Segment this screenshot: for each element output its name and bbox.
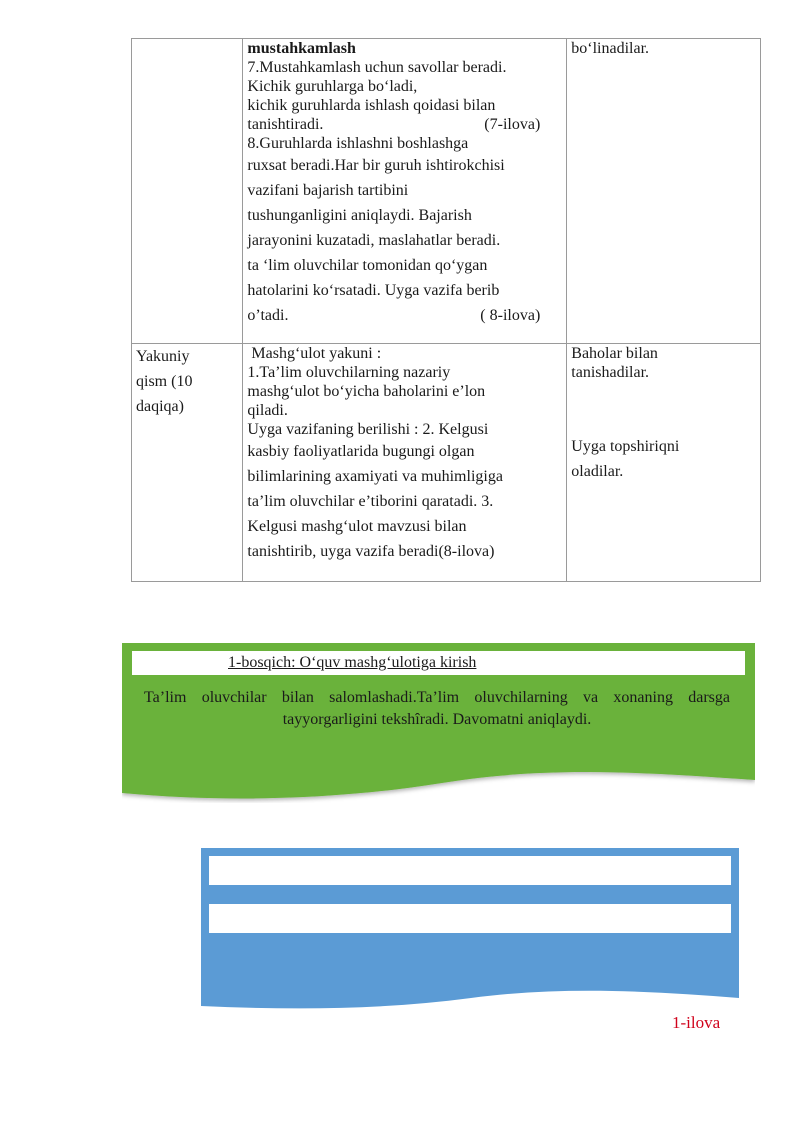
cell-line: tanishtirib, uyga vazifa beradi(8-ilova): [247, 543, 495, 560]
cell-line: oladilar.: [571, 463, 624, 480]
cell-line: tanishadilar.: [571, 364, 650, 381]
cell-line: ta’lim oluvchilar e’tiborini qaratadi. 3.: [247, 493, 494, 510]
appendix-label: 1-ilova: [672, 1013, 721, 1032]
cell-line: bo‘linadilar.: [571, 40, 650, 57]
cell-line: ta ‘lim oluvchilar tomonidan qo‘ygan: [247, 257, 488, 274]
cell-line: ruxsat beradi.Har bir guruh ishtirokchisi: [247, 157, 505, 174]
stage1-description: Ta’lim oluvchilar bilan salomlashadi.Ta’lim oluvchilarning va xonaning darsga tayyorgarligini tekshîradi. Davomatni aniqlaydi.: [144, 689, 730, 728]
cell-line: mashg‘ulot bo‘yicha baholarini e’lon: [247, 383, 486, 400]
stage1-title-bar: [132, 651, 745, 675]
table-row: [132, 39, 761, 344]
cell-line: vazifani bajarish tartibini: [247, 182, 409, 199]
stage-cell: [132, 344, 243, 582]
cell-line: o’tadi. ( 8-ilova): [247, 303, 562, 328]
blank-bar: [209, 856, 731, 885]
cell-line: Uyga topshiriqni: [571, 438, 680, 455]
stage1-card: [122, 643, 755, 803]
blue-banner: [201, 848, 739, 1010]
teacher-activity-cell: [243, 344, 567, 582]
student-activity-cell: [567, 344, 761, 582]
cell-line: jarayonini kuzatadi, maslahatlar beradi.: [247, 232, 501, 249]
cell-line: tanishtiradi. (7-ilova): [247, 116, 541, 133]
cell-line: Mashg‘ulot yakuni :: [247, 345, 382, 362]
cell-line: kasbiy faoliyatlarida bugungi olgan: [247, 443, 475, 460]
cell-line: 8.Guruhlarda ishlashni boshlashga: [247, 135, 469, 152]
cell-line: Kelgusi mashg‘ulot mavzusi bilan: [247, 518, 467, 535]
cell-line: qism (10: [136, 373, 193, 390]
cell-spacer: [571, 382, 756, 434]
stage-cell: [132, 39, 243, 344]
table-row: [132, 344, 761, 582]
appendix-reference: (7-ilova): [484, 116, 541, 133]
lesson-plan-table: [131, 38, 761, 582]
cell-line: Baholar bilan: [571, 345, 658, 362]
cell-line: tushunganligini aniqlaydi. Bajarish: [247, 207, 472, 224]
cell-line: Kichik guruhlarga bo‘ladi,: [247, 78, 418, 95]
cell-line: kichik guruhlarda ishlash qoidasi bilan: [247, 97, 496, 114]
appendix-reference: ( 8-ilova): [480, 307, 541, 324]
cell-line: Uyga vazifaning berilishi : 2. Kelgusi: [247, 421, 489, 438]
cell-heading: mustahkamlash: [247, 40, 356, 57]
cell-line: bilimlarining axamiyati va muhimligiga: [247, 468, 503, 485]
teacher-activity-cell: [243, 39, 567, 344]
cell-line: qiladi.: [247, 402, 288, 419]
cell-line: daqiqa): [136, 398, 184, 415]
student-activity-cell: [567, 39, 761, 344]
stage1-title: 1-bosqich: O‘quv mashg‘ulotiga kirish: [228, 654, 477, 671]
cell-line: 1.Ta’lim oluvchilarning nazariy: [247, 364, 451, 381]
cell-line: Yakuniy: [136, 348, 190, 365]
cell-line: hatolarini ko‘rsatadi. Uyga vazifa berib: [247, 282, 500, 299]
cell-line: 7.Mustahkamlash uchun savollar beradi.: [247, 59, 507, 76]
blank-bar: [209, 904, 731, 933]
